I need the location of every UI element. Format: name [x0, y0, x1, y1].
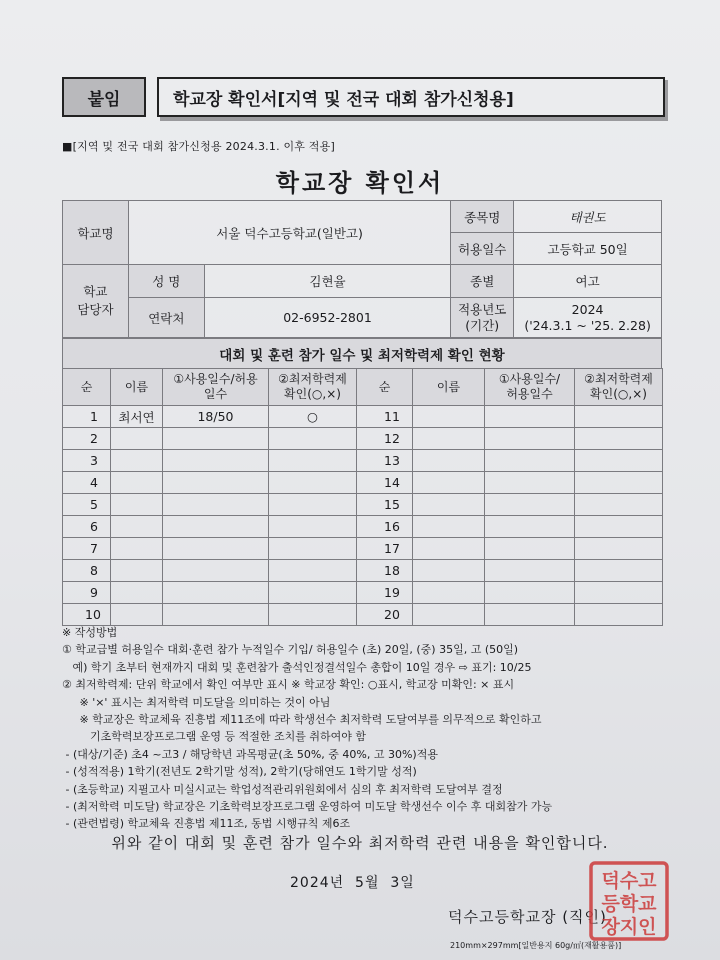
title-shadow [160, 117, 668, 121]
note-line: 예) 학기 초부터 현재까지 대회 및 훈련참가 출석인정결석일수 총합이 10일 경우 ⇨ 표기: 10/25 [62, 660, 532, 674]
period-label [451, 298, 514, 338]
contact-label: 연락처 [128, 298, 204, 338]
event-value: 태권도 [514, 201, 662, 233]
table-row [63, 538, 663, 560]
gender-value: 여고 [514, 265, 662, 298]
header-used-right-line1: ①사용일수/ [498, 372, 561, 386]
header-min-line1: ②최저학력제 [278, 372, 347, 386]
empty-cell [163, 450, 269, 472]
empty-cell [269, 450, 357, 472]
row-no: 9 [63, 582, 111, 604]
empty-cell [163, 582, 269, 604]
name-label: 성 명 [128, 265, 204, 298]
period-label-line2: (기간) [465, 317, 500, 333]
note-line: - (성적적용) 1학기(전년도 2학기말 성적), 2학기(당해연도 1학기말 성적) [62, 765, 417, 779]
empty-cell [269, 560, 357, 582]
empty-cell [575, 604, 663, 626]
header-used-line1: ①사용일수/허용 [173, 372, 258, 386]
row-no: 8 [63, 560, 111, 582]
confirmation-text: 위와 같이 대회 및 훈련 참가 일수와 최저학력 관련 내용을 확인합니다. [111, 834, 609, 852]
empty-cell [413, 604, 485, 626]
table-row [63, 494, 663, 516]
empty-cell [413, 428, 485, 450]
empty-cell [413, 560, 485, 582]
table-row [63, 516, 663, 538]
table-row [63, 472, 663, 494]
row-no-right: 17 [357, 538, 413, 560]
empty-cell [413, 450, 485, 472]
header-used-right [485, 369, 575, 406]
period-label-line1: 적용년도 [458, 301, 507, 317]
empty-cell [413, 406, 485, 428]
empty-cell [575, 494, 663, 516]
participation-grid [62, 368, 663, 626]
period-value [514, 298, 662, 338]
row-no-right: 12 [357, 428, 413, 450]
row-no-right: 15 [357, 494, 413, 516]
header-min [269, 369, 357, 406]
note-line: ※ 작성방법 [62, 626, 118, 639]
empty-cell [575, 582, 663, 604]
row-no: 4 [63, 472, 111, 494]
period-value-line2: ('24.3.1 ~ '25. 2.28) [524, 317, 651, 333]
attachment-title: 학교장 확인서[지역 및 전국 대회 참가신청용] [157, 77, 665, 117]
header-min-right-line2: 확인(○,×) [590, 387, 647, 401]
table-row [63, 428, 663, 450]
empty-cell [111, 472, 163, 494]
row-no: 5 [63, 494, 111, 516]
empty-cell [163, 494, 269, 516]
school-label: 학교명 [63, 201, 129, 265]
empty-cell [269, 582, 357, 604]
note-line: - (관련법령) 학교체육 진흥법 제11조, 동법 시행규칙 제6조 [62, 817, 351, 831]
empty-cell [269, 494, 357, 516]
issue-date: 2024년 5월 3일 [290, 875, 415, 891]
empty-cell [575, 560, 663, 582]
note-line: 기초학력보장프로그램 운영 등 적절한 조치를 취하여야 함 [62, 730, 366, 744]
row-check: ○ [269, 406, 357, 428]
empty-cell [485, 604, 575, 626]
header-name-right: 이름 [413, 369, 485, 406]
empty-cell [269, 516, 357, 538]
empty-cell [111, 604, 163, 626]
empty-cell [485, 450, 575, 472]
empty-cell [111, 516, 163, 538]
empty-cell [413, 582, 485, 604]
note-line: - (초등학교) 지필고사 미실시교는 학업성적관리위원회에서 심의 후 최저학력 도달여부 결정 [62, 782, 503, 796]
empty-cell [163, 538, 269, 560]
row-no: 3 [63, 450, 111, 472]
empty-cell [575, 428, 663, 450]
doc-title: 학교장 확인서 [275, 169, 445, 197]
empty-cell [413, 472, 485, 494]
row-no: 6 [63, 516, 111, 538]
title-shadow-side [665, 80, 668, 121]
manager-label: 학교 담당자 [63, 265, 129, 338]
empty-cell [485, 582, 575, 604]
header-used [163, 369, 269, 406]
allowed-days-value: 고등학교 50일 [514, 233, 662, 265]
period-value-line1: 2024 [571, 301, 604, 317]
empty-cell [111, 582, 163, 604]
row-name: 최서연 [111, 406, 163, 428]
empty-cell [111, 450, 163, 472]
empty-cell [269, 538, 357, 560]
row-no-right: 19 [357, 582, 413, 604]
row-no-right: 14 [357, 472, 413, 494]
note-line: ① 학교급별 허용일수 대회·훈련 참가 누적일수 기입/ 허용일수 (초) 20일, (중) 35일, 고 (50일) [62, 643, 519, 657]
row-no-right: 18 [357, 560, 413, 582]
empty-cell [163, 604, 269, 626]
row-no: 10 [63, 604, 111, 626]
row-no: 2 [63, 428, 111, 450]
paper-spec-footer: 210mm×297mm[일반용지 60g/㎡(재활용품)] [450, 941, 622, 950]
info-table [62, 200, 662, 338]
seal-line-1: 덕수고 [601, 870, 657, 892]
attachment-label: 붙임 [62, 77, 146, 117]
name-value: 김현율 [204, 265, 451, 298]
empty-cell [413, 516, 485, 538]
empty-cell [575, 450, 663, 472]
header-name: 이름 [111, 369, 163, 406]
empty-cell [485, 516, 575, 538]
empty-cell [111, 428, 163, 450]
table-row [63, 406, 663, 428]
empty-cell [485, 406, 575, 428]
grid-title: 대회 및 훈련 참가 일수 및 최저학력제 확인 현황 [62, 338, 662, 368]
table-row [63, 450, 663, 472]
empty-cell [413, 494, 485, 516]
note-line: ※ 학교장은 학교체육 진흥법 제11조에 따라 학생선수 최저학력 도달여부를 의무적으로 확인하고 [62, 713, 542, 727]
row-no-right: 20 [357, 604, 413, 626]
row-no: 7 [63, 538, 111, 560]
empty-cell [269, 604, 357, 626]
table-row [63, 560, 663, 582]
empty-cell [111, 560, 163, 582]
empty-cell [575, 538, 663, 560]
seal-line-2: 등학교 [601, 893, 657, 915]
seal-line-3: 장지인 [601, 916, 657, 938]
empty-cell [485, 428, 575, 450]
empty-cell [575, 516, 663, 538]
contact-value: 02-6952-2801 [204, 298, 451, 338]
note-line: ※ '×' 표시는 최저학력 미도달을 의미하는 것이 아님 [62, 695, 331, 709]
empty-cell [111, 538, 163, 560]
empty-cell [163, 560, 269, 582]
empty-cell [485, 538, 575, 560]
empty-cell [111, 494, 163, 516]
empty-cell [163, 472, 269, 494]
allowed-days-label: 허용일수 [451, 233, 514, 265]
apply-note: ■[지역 및 전국 대회 참가신청용 2024.3.1. 이후 적용] [62, 140, 335, 153]
empty-cell [163, 428, 269, 450]
gender-label: 종별 [451, 265, 514, 298]
grid-header-row [63, 369, 663, 406]
row-no-right: 11 [357, 406, 413, 428]
header-min-right [575, 369, 663, 406]
empty-cell [413, 538, 485, 560]
event-label: 종목명 [451, 201, 514, 233]
empty-cell [269, 472, 357, 494]
table-row [63, 604, 663, 626]
header-used-line2: 일수 [203, 387, 228, 401]
row-no-right: 16 [357, 516, 413, 538]
header-min-right-line1: ②최저학력제 [584, 372, 653, 386]
note-line: - (최저학력 미도달) 학교장은 기초학력보장프로그램 운영하여 미도달 학생선수 이수 후 대회참가 가능 [62, 800, 553, 814]
instructions [62, 624, 702, 833]
principal-signature: 덕수고등학교장 (직인) [448, 908, 607, 926]
school-value: 서울 덕수고등학교(일반고) [128, 201, 450, 265]
header-min-line2: 확인(○,×) [284, 387, 341, 401]
row-used: 18/50 [163, 406, 269, 428]
note-line: - (대상/기준) 초4 ~고3 / 해당학년 과목평균(초 50%, 중 40%, 고 30%)적용 [62, 747, 438, 761]
empty-cell [575, 472, 663, 494]
note-line: ② 최저학력제: 단위 학교에서 확인 여부만 표시 ※ 학교장 확인: ○표시, 학교장 미확인: × 표시 [62, 678, 515, 692]
empty-cell [485, 560, 575, 582]
header-no: 순 [63, 369, 111, 406]
empty-cell [485, 494, 575, 516]
empty-cell [485, 472, 575, 494]
official-seal-icon [588, 860, 670, 942]
table-row [63, 582, 663, 604]
empty-cell [269, 428, 357, 450]
row-no: 1 [63, 406, 111, 428]
header-used-right-line2: 허용일수 [506, 387, 553, 401]
empty-cell [575, 406, 663, 428]
row-no-right: 13 [357, 450, 413, 472]
empty-cell [163, 516, 269, 538]
header-no-right: 순 [357, 369, 413, 406]
